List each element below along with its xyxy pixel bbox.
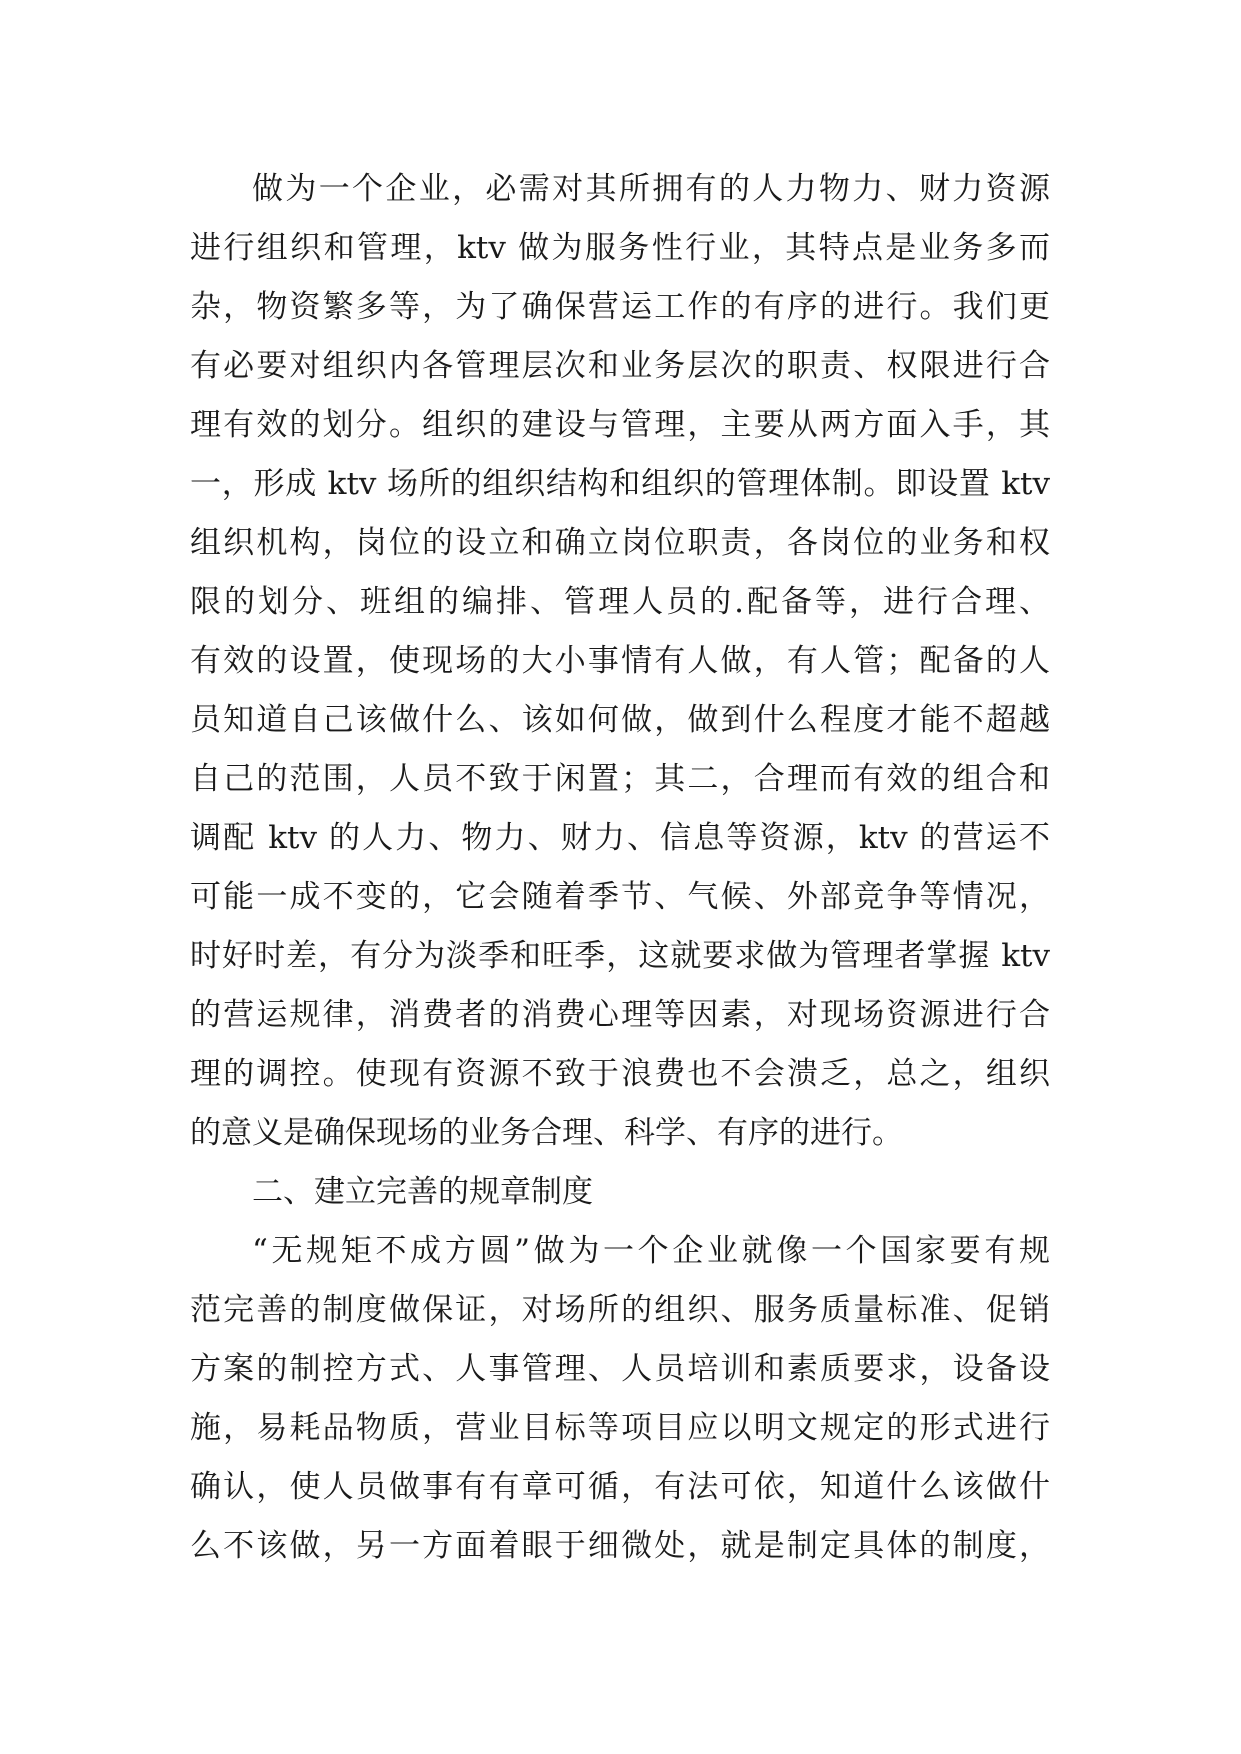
paragraph-2-line-6: 么不该做，另一方面着眼于细微处，就是制定具体的制度， [190,1528,1050,1564]
paragraph-1-line-13: 可能一成不变的，它会随着季节、气候、外部竞争等情况， [190,879,1050,915]
paragraph-2-line-4: 施，易耗品物质，营业目标等项目应以明文规定的形式进行 [190,1410,1050,1446]
paragraph-2-line-1: “无规矩不成方圆”做为一个企业就像一个国家要有规 [252,1233,1050,1269]
paragraph-1-line-9: 有效的设置，使现场的大小事情有人做，有人管；配备的人 [190,643,1050,679]
paragraph-1-line-11: 自己的范围，人员不致于闲置；其二，合理而有效的组合和 [190,761,1050,797]
section-heading: 二、建立完善的规章制度 [252,1174,593,1210]
document-body [190,160,1050,1576]
paragraph-1-line-15: 的营运规律，消费者的消费心理等因素，对现场资源进行合 [190,997,1050,1033]
paragraph-1-line-3: 杂，物资繁多等，为了确保营运工作的有序的进行。我们更 [190,289,1050,325]
paragraph-1-line-14: 时好时差，有分为淡季和旺季，这就要求做为管理者掌握 ktv [190,938,1050,974]
paragraph-1-line-6: 一，形成 ktv 场所的组织结构和组织的管理体制。即设置 ktv [190,466,1050,502]
paragraph-1-line-1: 做为一个企业，必需对其所拥有的人力物力、财力资源 [252,171,1050,207]
paragraph-1-line-7: 组织机构，岗位的设立和确立岗位职责，各岗位的业务和权 [190,525,1050,561]
paragraph-1-line-16: 理的调控。使现有资源不致于浪费也不会溃乏，总之，组织 [190,1056,1050,1092]
paragraph-1-line-10: 员知道自己该做什么、该如何做，做到什么程度才能不超越 [190,702,1050,738]
paragraph-2-line-2: 范完善的制度做保证，对场所的组织、服务质量标准、促销 [190,1292,1050,1328]
paragraph-1-line-8: 限的划分、班组的编排、管理人员的.配备等，进行合理、 [190,584,1050,620]
paragraph-2-line-3: 方案的制控方式、人事管理、人员培训和素质要求，设备设 [190,1351,1050,1387]
paragraph-1-line-4: 有必要对组织内各管理层次和业务层次的职责、权限进行合 [190,348,1050,384]
paragraph-1-line-2: 进行组织和管理，ktv 做为服务性行业，其特点是业务多而 [190,230,1050,266]
paragraph-1-line-5: 理有效的划分。组织的建设与管理，主要从两方面入手，其 [190,407,1050,443]
paragraph-1-line-17: 的意义是确保现场的业务合理、科学、有序的进行。 [190,1115,903,1151]
paragraph-1-line-12: 调配 ktv 的人力、物力、财力、信息等资源，ktv 的营运不 [190,820,1050,856]
paragraph-2-line-5: 确认，使人员做事有有章可循，有法可依，知道什么该做什 [190,1469,1050,1505]
